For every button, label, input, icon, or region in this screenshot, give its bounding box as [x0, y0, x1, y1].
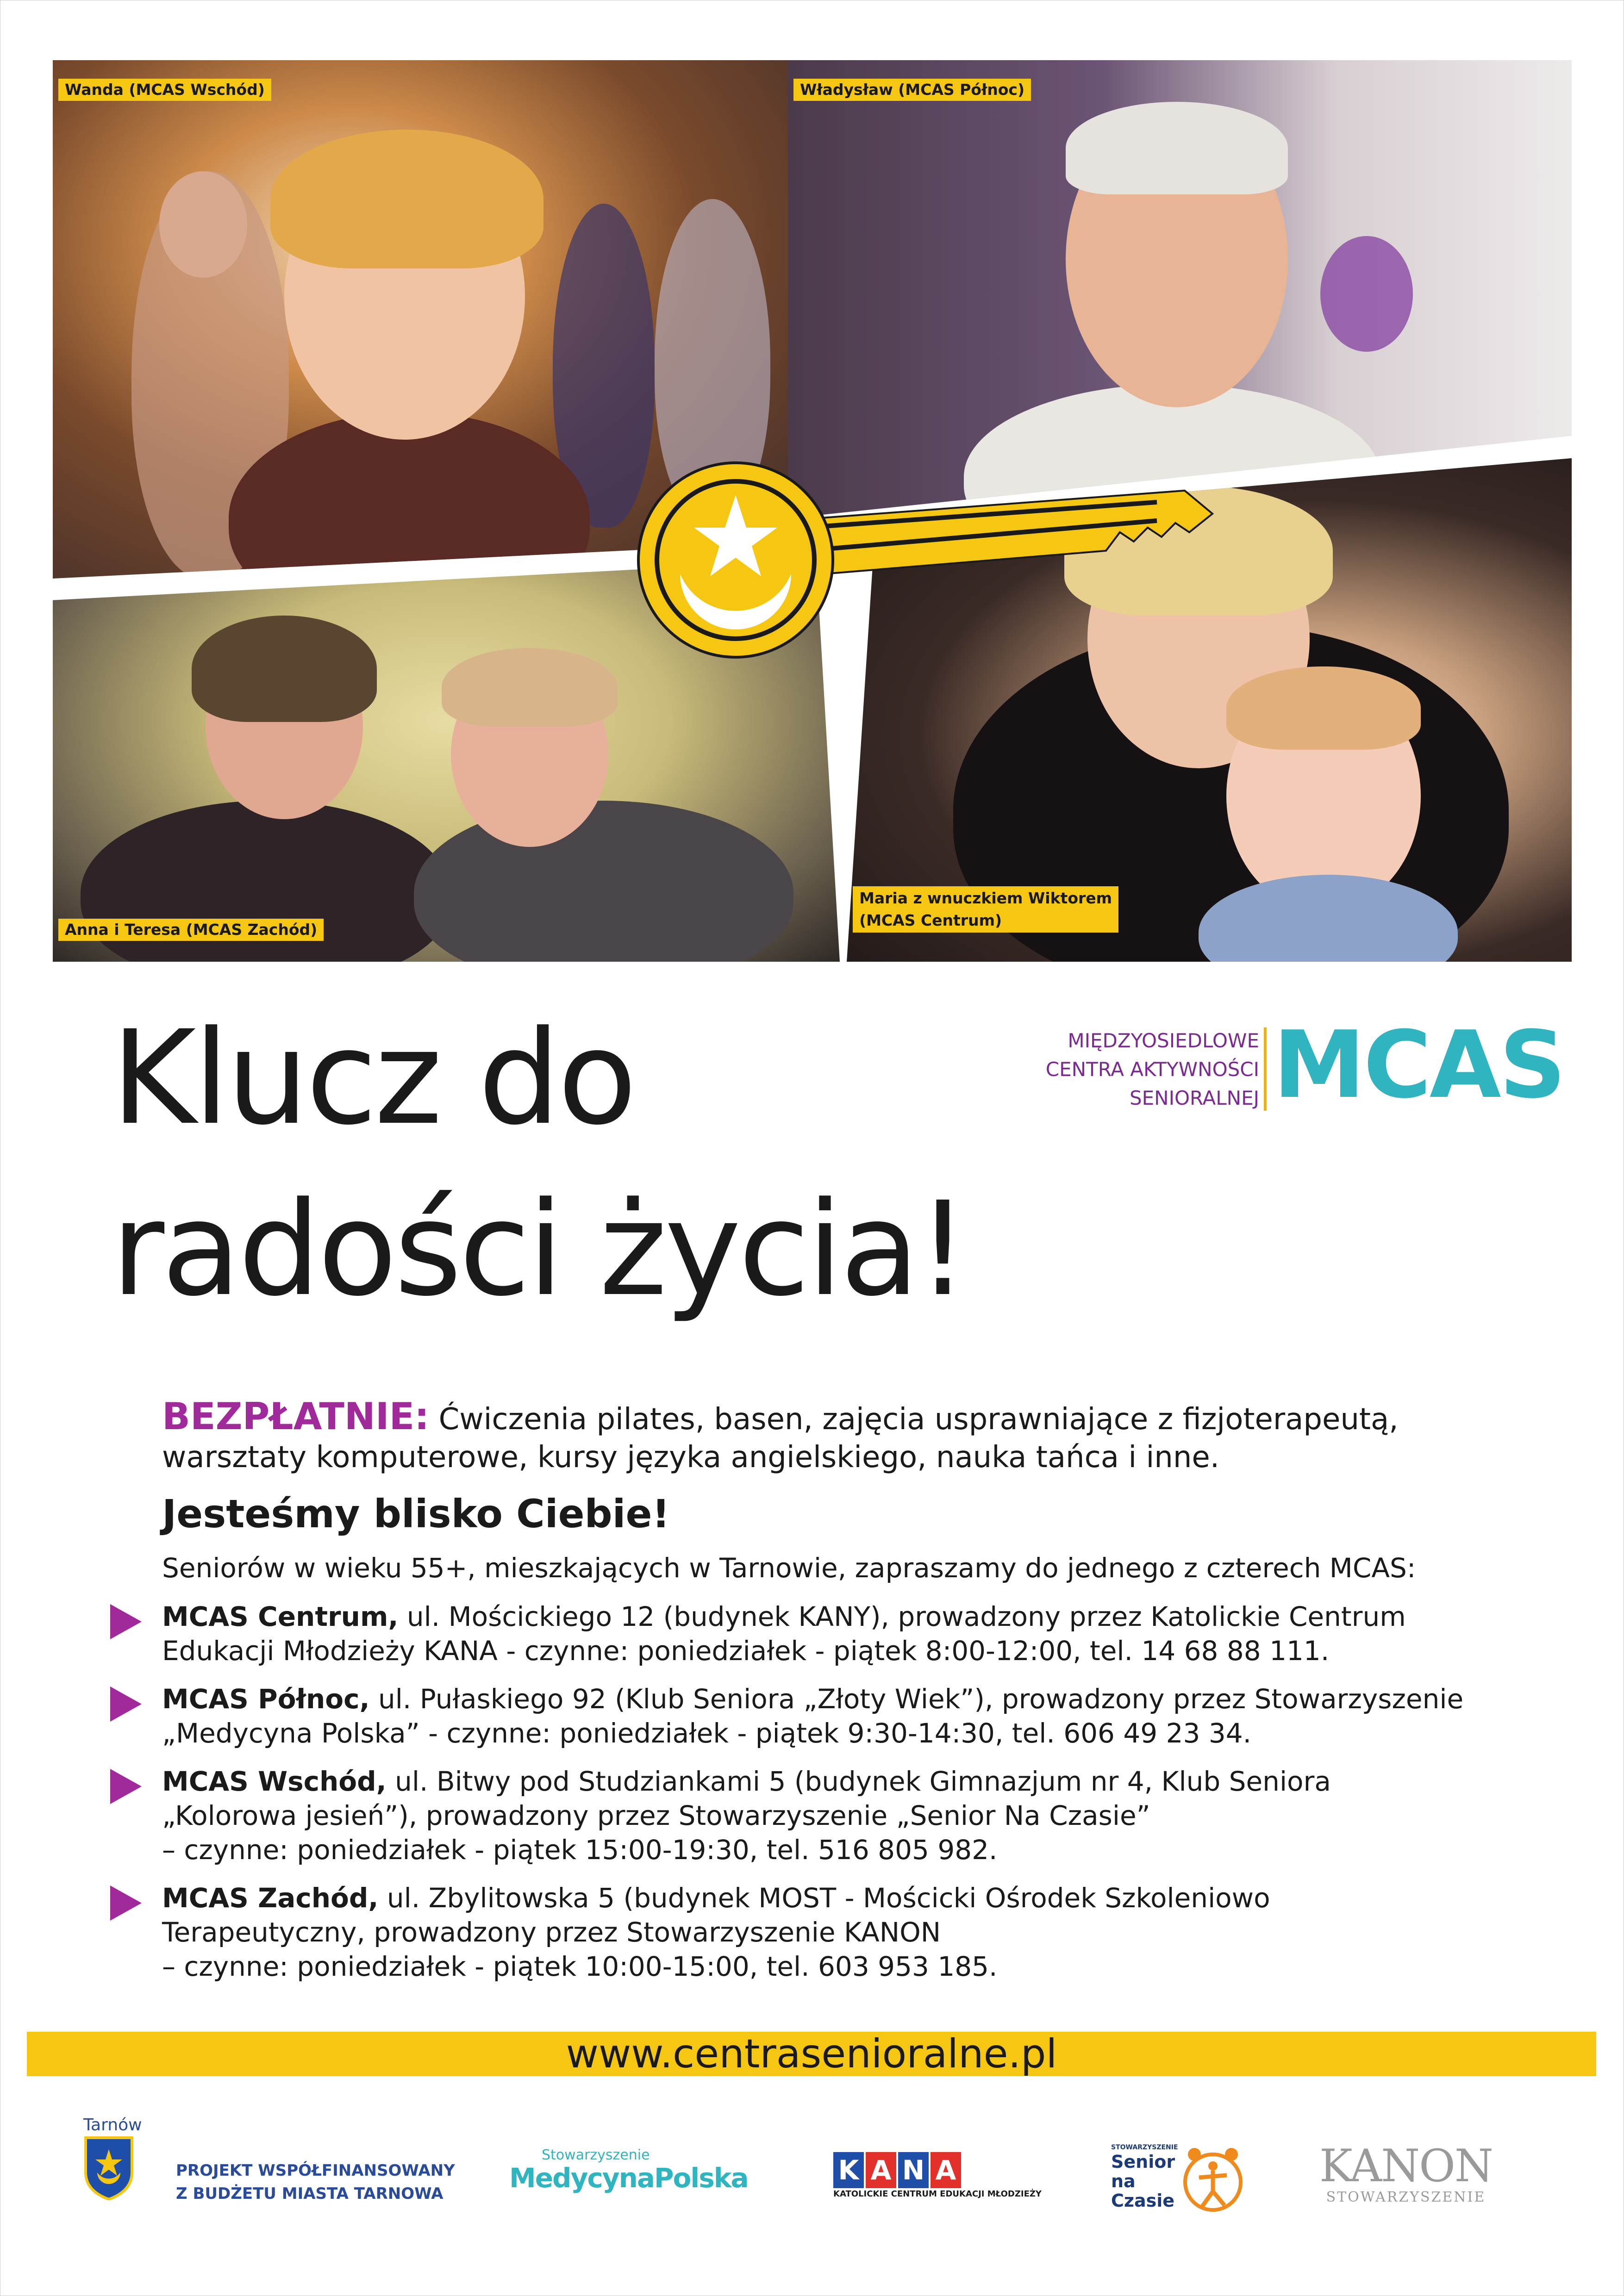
- location-zachod: [162, 1881, 1532, 1984]
- location-line2: „Medycyna Polska” - czynne: poniedziałek - piątek 9:30-14:30, tel. 606 49 23 34.: [162, 1717, 1252, 1749]
- mcas-logo-line2: CENTRA AKTYWNOŚCI: [1045, 1058, 1259, 1081]
- snc-line1: Senior: [1111, 2152, 1175, 2172]
- location-name: MCAS Zachód,: [162, 1882, 379, 1914]
- snc-line3: Czasie: [1111, 2190, 1175, 2211]
- free-line1: Ćwiczenia pilates, basen, zajęcia usprawniające z fizjoterapeutą,: [438, 1402, 1399, 1437]
- tarnow-name: Tarnów: [83, 2116, 142, 2134]
- kana-subtitle: KATOLICKIE CENTRUM EDUKACJI MŁODZIEŻY: [833, 2189, 1042, 2199]
- caption-wladyslaw: Władysław (MCAS Północ): [793, 79, 1031, 101]
- project-cofinanced-text: [176, 2159, 455, 2205]
- kanon-name: KANON: [1319, 2140, 1493, 2192]
- snc-small-text: STOWARZYSZENIE: [1111, 2144, 1178, 2151]
- location-line1: ul. Zbylitowska 5 (budynek MOST - Mościcki Ośrodek Szkoleniowo: [378, 1882, 1270, 1914]
- info-section: [162, 1395, 1532, 1984]
- free-label: BEZPŁATNIE:: [162, 1395, 430, 1438]
- caption-maria-line2: (MCAS Centrum): [859, 911, 1002, 929]
- tarnow-coat-of-arms-icon: [83, 2135, 134, 2200]
- headline: [111, 993, 966, 1335]
- location-wschod: [162, 1764, 1532, 1867]
- location-line3: – czynne: poniedziałek - piątek 15:00-19:30, tel. 516 805 982.: [162, 1834, 998, 1866]
- location-line3: – czynne: poniedziałek - piątek 10:00-15:00, tel. 603 953 185.: [162, 1951, 998, 1982]
- caption-wanda: Wanda (MCAS Wschód): [58, 79, 271, 101]
- project-line1: PROJEKT WSPÓŁFINANSOWANY: [176, 2161, 455, 2180]
- kana-letter: K: [833, 2152, 864, 2188]
- photo-wladyslaw: [788, 60, 1572, 518]
- bullet-triangle-icon: [110, 1769, 142, 1804]
- location-line1: ul. Mościckiego 12 (budynek KANY), prowadzony przez Katolickie Centrum: [398, 1601, 1406, 1632]
- location-name: MCAS Północ,: [162, 1683, 370, 1715]
- location-line1: ul. Pułaskiego 92 (Klub Seniora „Złoty Wiek”), prowadzony przez Stowarzyszenie: [369, 1683, 1464, 1715]
- location-name: MCAS Centrum,: [162, 1601, 399, 1632]
- location-polnoc: [162, 1682, 1532, 1750]
- bullet-triangle-icon: [110, 1885, 142, 1921]
- headline-line2: radości życia!: [111, 1174, 966, 1325]
- senior-na-czasie-logo: [1111, 2143, 1245, 2221]
- caption-maria-line1: Maria z wnuczkiem Wiktorem: [859, 889, 1112, 907]
- kanon-subtitle: STOWARZYSZENIE: [1326, 2189, 1486, 2205]
- kana-letter: A: [866, 2152, 896, 2188]
- photo-collage: [53, 60, 1572, 962]
- free-line2: warsztaty komputerowe, kursy języka angielskiego, nauka tańca i inne.: [162, 1440, 1220, 1475]
- location-name: MCAS Wschód,: [162, 1766, 387, 1797]
- headline-line1: Klucz do: [111, 1003, 634, 1154]
- kana-letter: N: [898, 2152, 929, 2188]
- location-line2: Terapeutyczny, prowadzony przez Stowarzyszenie KANON: [162, 1916, 941, 1948]
- clock-figure-icon: [1181, 2143, 1245, 2221]
- caption-maria-wiktor: [853, 886, 1118, 933]
- mcas-logo-line3: SENIORALNEJ: [1129, 1087, 1259, 1109]
- website-bar: [27, 2032, 1596, 2076]
- kanon-logo: [1319, 2140, 1493, 2206]
- location-line2: Edukacji Młodzieży KANA - czynne: poniedziałek - piątek 8:00-12:00, tel. 14 68 88 111.: [162, 1635, 1330, 1667]
- bullet-triangle-icon: [110, 1604, 142, 1639]
- mcas-logo-line1: MIĘDZYOSIEDLOWE: [1068, 1029, 1259, 1052]
- location-line1: ul. Bitwy pod Studziankami 5 (budynek Gimnazjum nr 4, Klub Seniora: [386, 1766, 1331, 1797]
- tarnow-logo: [83, 2115, 142, 2202]
- sponsor-footer: [0, 2110, 1624, 2240]
- golden-key-icon: [611, 458, 1249, 717]
- mcas-logo: [963, 1011, 1564, 1119]
- mcas-logo-divider: [1264, 1027, 1267, 1111]
- website-link[interactable]: www.centrasenioralne.pl: [566, 2031, 1057, 2077]
- snc-line2: na: [1111, 2171, 1136, 2191]
- caption-anna-teresa: Anna i Teresa (MCAS Zachód): [58, 919, 324, 941]
- subheading: Jesteśmy blisko Ciebie!: [162, 1491, 670, 1537]
- medycyna-polska-logo: [509, 2147, 748, 2193]
- location-line2: „Kolorowa jesień”), prowadzony przez Stowarzyszenie „Senior Na Czasie”: [162, 1800, 1150, 1831]
- free-activities: [162, 1395, 1532, 1476]
- mcas-logo-acronym: MCAS: [1273, 1011, 1564, 1119]
- bullet-triangle-icon: [110, 1686, 142, 1722]
- kana-logo: [833, 2152, 1042, 2200]
- mp-big-text: MedycynaPolska: [509, 2162, 748, 2194]
- project-line2: Z BUDŻETU MIASTA TARNOWA: [176, 2184, 443, 2203]
- kana-letter: A: [931, 2152, 961, 2188]
- mcas-logo-fullname: [1046, 1027, 1259, 1113]
- invite-text: Seniorów w wieku 55+, mieszkających w Tarnowie, zapraszamy do jednego z czterech MCAS:: [162, 1552, 1416, 1584]
- mp-small-text: Stowarzyszenie: [542, 2147, 650, 2163]
- location-centrum: [162, 1599, 1532, 1668]
